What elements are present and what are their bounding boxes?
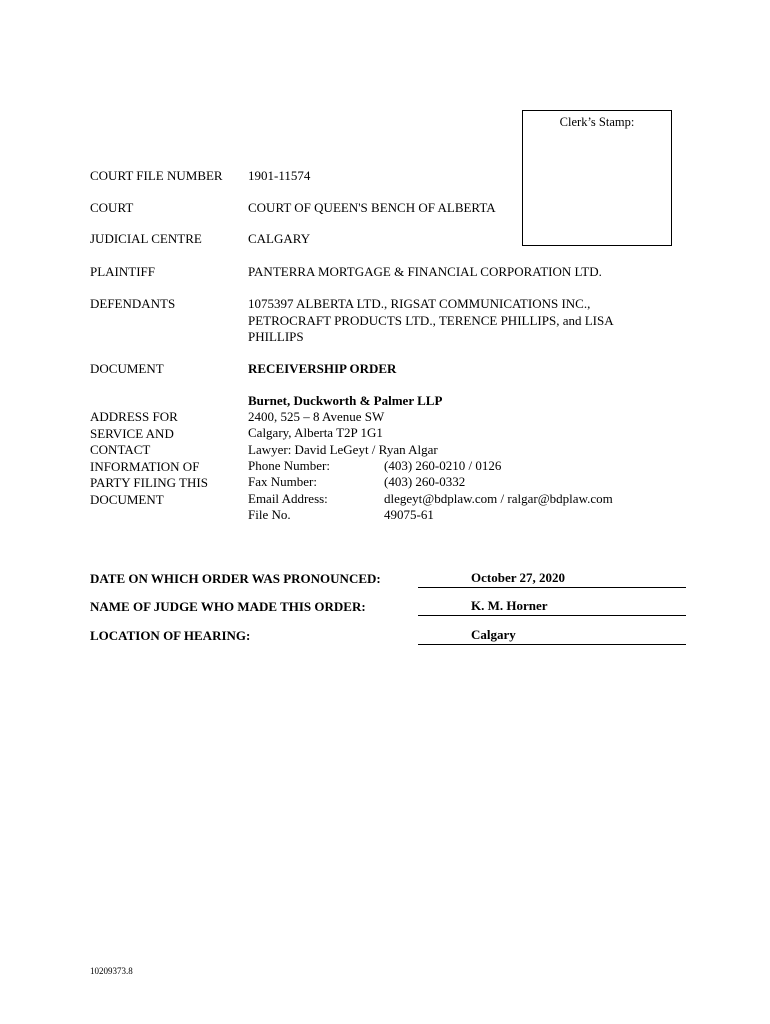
firm-name: Burnet, Duckworth & Palmer LLP — [248, 393, 443, 408]
address-label-line: ADDRESS FOR — [90, 409, 178, 424]
email-row — [248, 491, 613, 507]
judge-value: K. M. Horner — [418, 598, 686, 616]
defendants-value — [248, 296, 614, 346]
order-date-value: October 27, 2020 — [418, 570, 686, 588]
clerks-stamp-label: Clerk’s Stamp: — [559, 115, 635, 129]
address-label-line: DOCUMENT — [90, 491, 164, 507]
document-value: RECEIVERSHIP ORDER — [248, 361, 397, 376]
firm-city: Calgary, Alberta T2P 1G1 — [248, 425, 383, 440]
file-number-label: File No. — [248, 507, 291, 522]
judge-label: NAME OF JUDGE WHO MADE THIS ORDER: — [90, 599, 366, 614]
address-label-line: CONTACT — [90, 442, 151, 457]
fax-row — [248, 474, 465, 490]
email-value: dlegeyt@bdplaw.com / ralgar@bdplaw.com — [384, 491, 613, 506]
phone-value: (403) 260-0210 / 0126 — [384, 458, 502, 473]
judicial-centre-label: JUDICIAL CENTRE — [90, 231, 202, 246]
order-date-label: DATE ON WHICH ORDER WAS PRONOUNCED: — [90, 571, 381, 586]
lawyer-names: Lawyer: David LeGeyt / Ryan Algar — [248, 442, 438, 457]
fax-label: Fax Number: — [248, 474, 317, 489]
phone-label: Phone Number: — [248, 458, 330, 473]
judicial-centre-value: CALGARY — [248, 231, 311, 246]
hearing-location-label: LOCATION OF HEARING: — [90, 628, 251, 643]
fax-value: (403) 260-0332 — [384, 474, 466, 489]
address-label-line: INFORMATION OF — [90, 458, 200, 474]
defendants-label: DEFENDANTS — [90, 296, 176, 311]
phone-row — [248, 458, 501, 474]
court-file-number-value: 1901-11574 — [248, 168, 311, 183]
defendants-line: PHILLIPS — [248, 329, 304, 344]
hearing-location-value: Calgary — [418, 627, 686, 645]
court-label: COURT — [90, 200, 134, 215]
plaintiff-value: PANTERRA MORTGAGE & FINANCIAL CORPORATION LTD. — [248, 264, 602, 279]
address-label-line: SERVICE AND — [90, 425, 174, 441]
court-value: COURT OF QUEEN'S BENCH OF ALBERTA — [248, 200, 496, 215]
clerks-stamp-box — [522, 110, 672, 246]
firm-street: 2400, 525 – 8 Avenue SW — [248, 409, 385, 424]
document-label: DOCUMENT — [90, 361, 164, 376]
court-file-number-label: COURT FILE NUMBER — [90, 168, 223, 183]
defendants-line: PETROCRAFT PRODUCTS LTD., TERENCE PHILLIPS, and LISA — [248, 312, 614, 328]
plaintiff-label: PLAINTIFF — [90, 264, 156, 279]
file-number-row — [248, 507, 434, 523]
file-number-value: 49075-61 — [384, 507, 434, 522]
address-label-line: PARTY FILING THIS — [90, 475, 208, 490]
email-label: Email Address: — [248, 491, 328, 506]
document-number-footer: 10209373.8 — [90, 966, 133, 976]
address-for-service-label — [90, 409, 208, 508]
defendants-line: 1075397 ALBERTA LTD., RIGSAT COMMUNICATIONS INC., — [248, 296, 591, 311]
